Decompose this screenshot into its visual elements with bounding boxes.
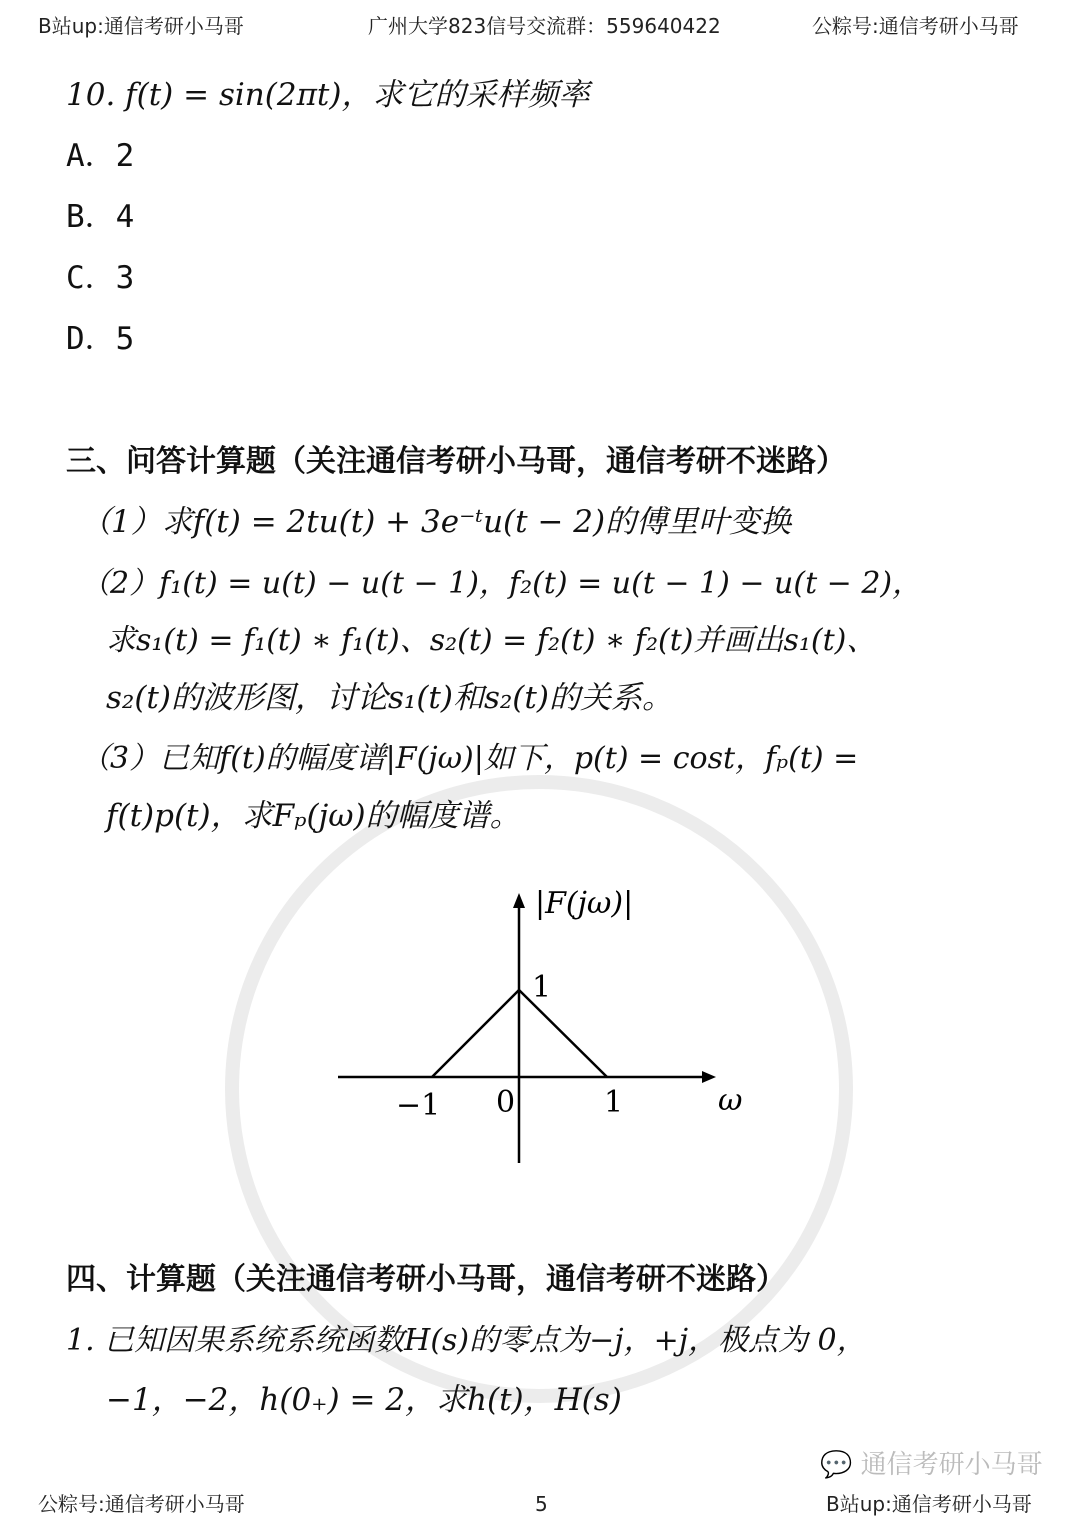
section-4-title: 四、计算题（关注通信考研小马哥，通信考研不迷路） xyxy=(66,1262,786,1297)
peak-label: 1 xyxy=(532,970,552,1005)
tick-one: 1 xyxy=(604,1085,624,1120)
header-right: 公粽号:通信考研小马哥 xyxy=(812,14,1019,38)
section-3-item-2: （2）f₁(t) = u(t) − u(t − 1)，f₂(t) = u(t − 1) − u(t − 2)， xyxy=(80,566,923,601)
wechat-tag xyxy=(820,1450,1043,1480)
header-left: B站up:通信考研小马哥 xyxy=(38,14,244,38)
page-number: 5 xyxy=(535,1492,548,1516)
y-axis-label: |F(jω)| xyxy=(535,886,634,921)
option-d: D．5 xyxy=(66,321,135,357)
section-3-item-3-cont: f(t)p(t)，求Fₚ(jω)的幅度谱。 xyxy=(106,798,521,834)
section-3-item-2-cont2: s₂(t)的波形图，讨论s₁(t)和s₂(t)的关系。 xyxy=(106,680,673,716)
wechat-tag-text: 通信考研小马哥 xyxy=(860,1450,1043,1480)
section-3-item-3: （3）已知f(t)的幅度谱|F(jω)|如下，p(t) = cost，fₚ(t) = xyxy=(80,741,859,776)
tick-neg-one: −1 xyxy=(396,1088,441,1123)
footer-left: 公粽号:通信考研小马哥 xyxy=(38,1492,245,1516)
header-center: 广州大学823信号交流群：559640422 xyxy=(368,14,721,38)
x-axis-label: ω xyxy=(718,1083,743,1118)
option-c: C．3 xyxy=(66,260,135,296)
y-axis-arrow xyxy=(513,893,525,908)
footer-right: B站up:通信考研小马哥 xyxy=(826,1492,1032,1516)
question-10-stem: 10. f(t) = sin(2πt)，求它的采样频率 xyxy=(66,77,590,113)
section-3-item-1: （1）求f(t) = 2tu(t) + 3e⁻ᵗu(t − 2)的傅里叶变换 xyxy=(80,504,792,540)
section-3-title: 三、问答计算题（关注通信考研小马哥，通信考研不迷路） xyxy=(66,444,846,479)
section-4-item-1-cont: −1，−2，h(0₊) = 2，求h(t)，H(s) xyxy=(106,1382,622,1418)
section-4-item-1: 1. 已知因果系统系统函数H(s)的零点为−j，+j，极点为 0， xyxy=(66,1323,867,1358)
wechat-icon: 💬 xyxy=(820,1450,853,1480)
option-b: B．4 xyxy=(66,199,135,235)
x-axis-arrow xyxy=(702,1071,716,1083)
section-3-item-2-cont: 求s₁(t) = f₁(t) ∗ f₁(t)、s₂(t) = f₂(t) ∗ f₂(t)并画出s₁(t)、 xyxy=(106,623,877,658)
option-a: A．2 xyxy=(66,138,135,174)
tick-zero: 0 xyxy=(496,1085,516,1120)
